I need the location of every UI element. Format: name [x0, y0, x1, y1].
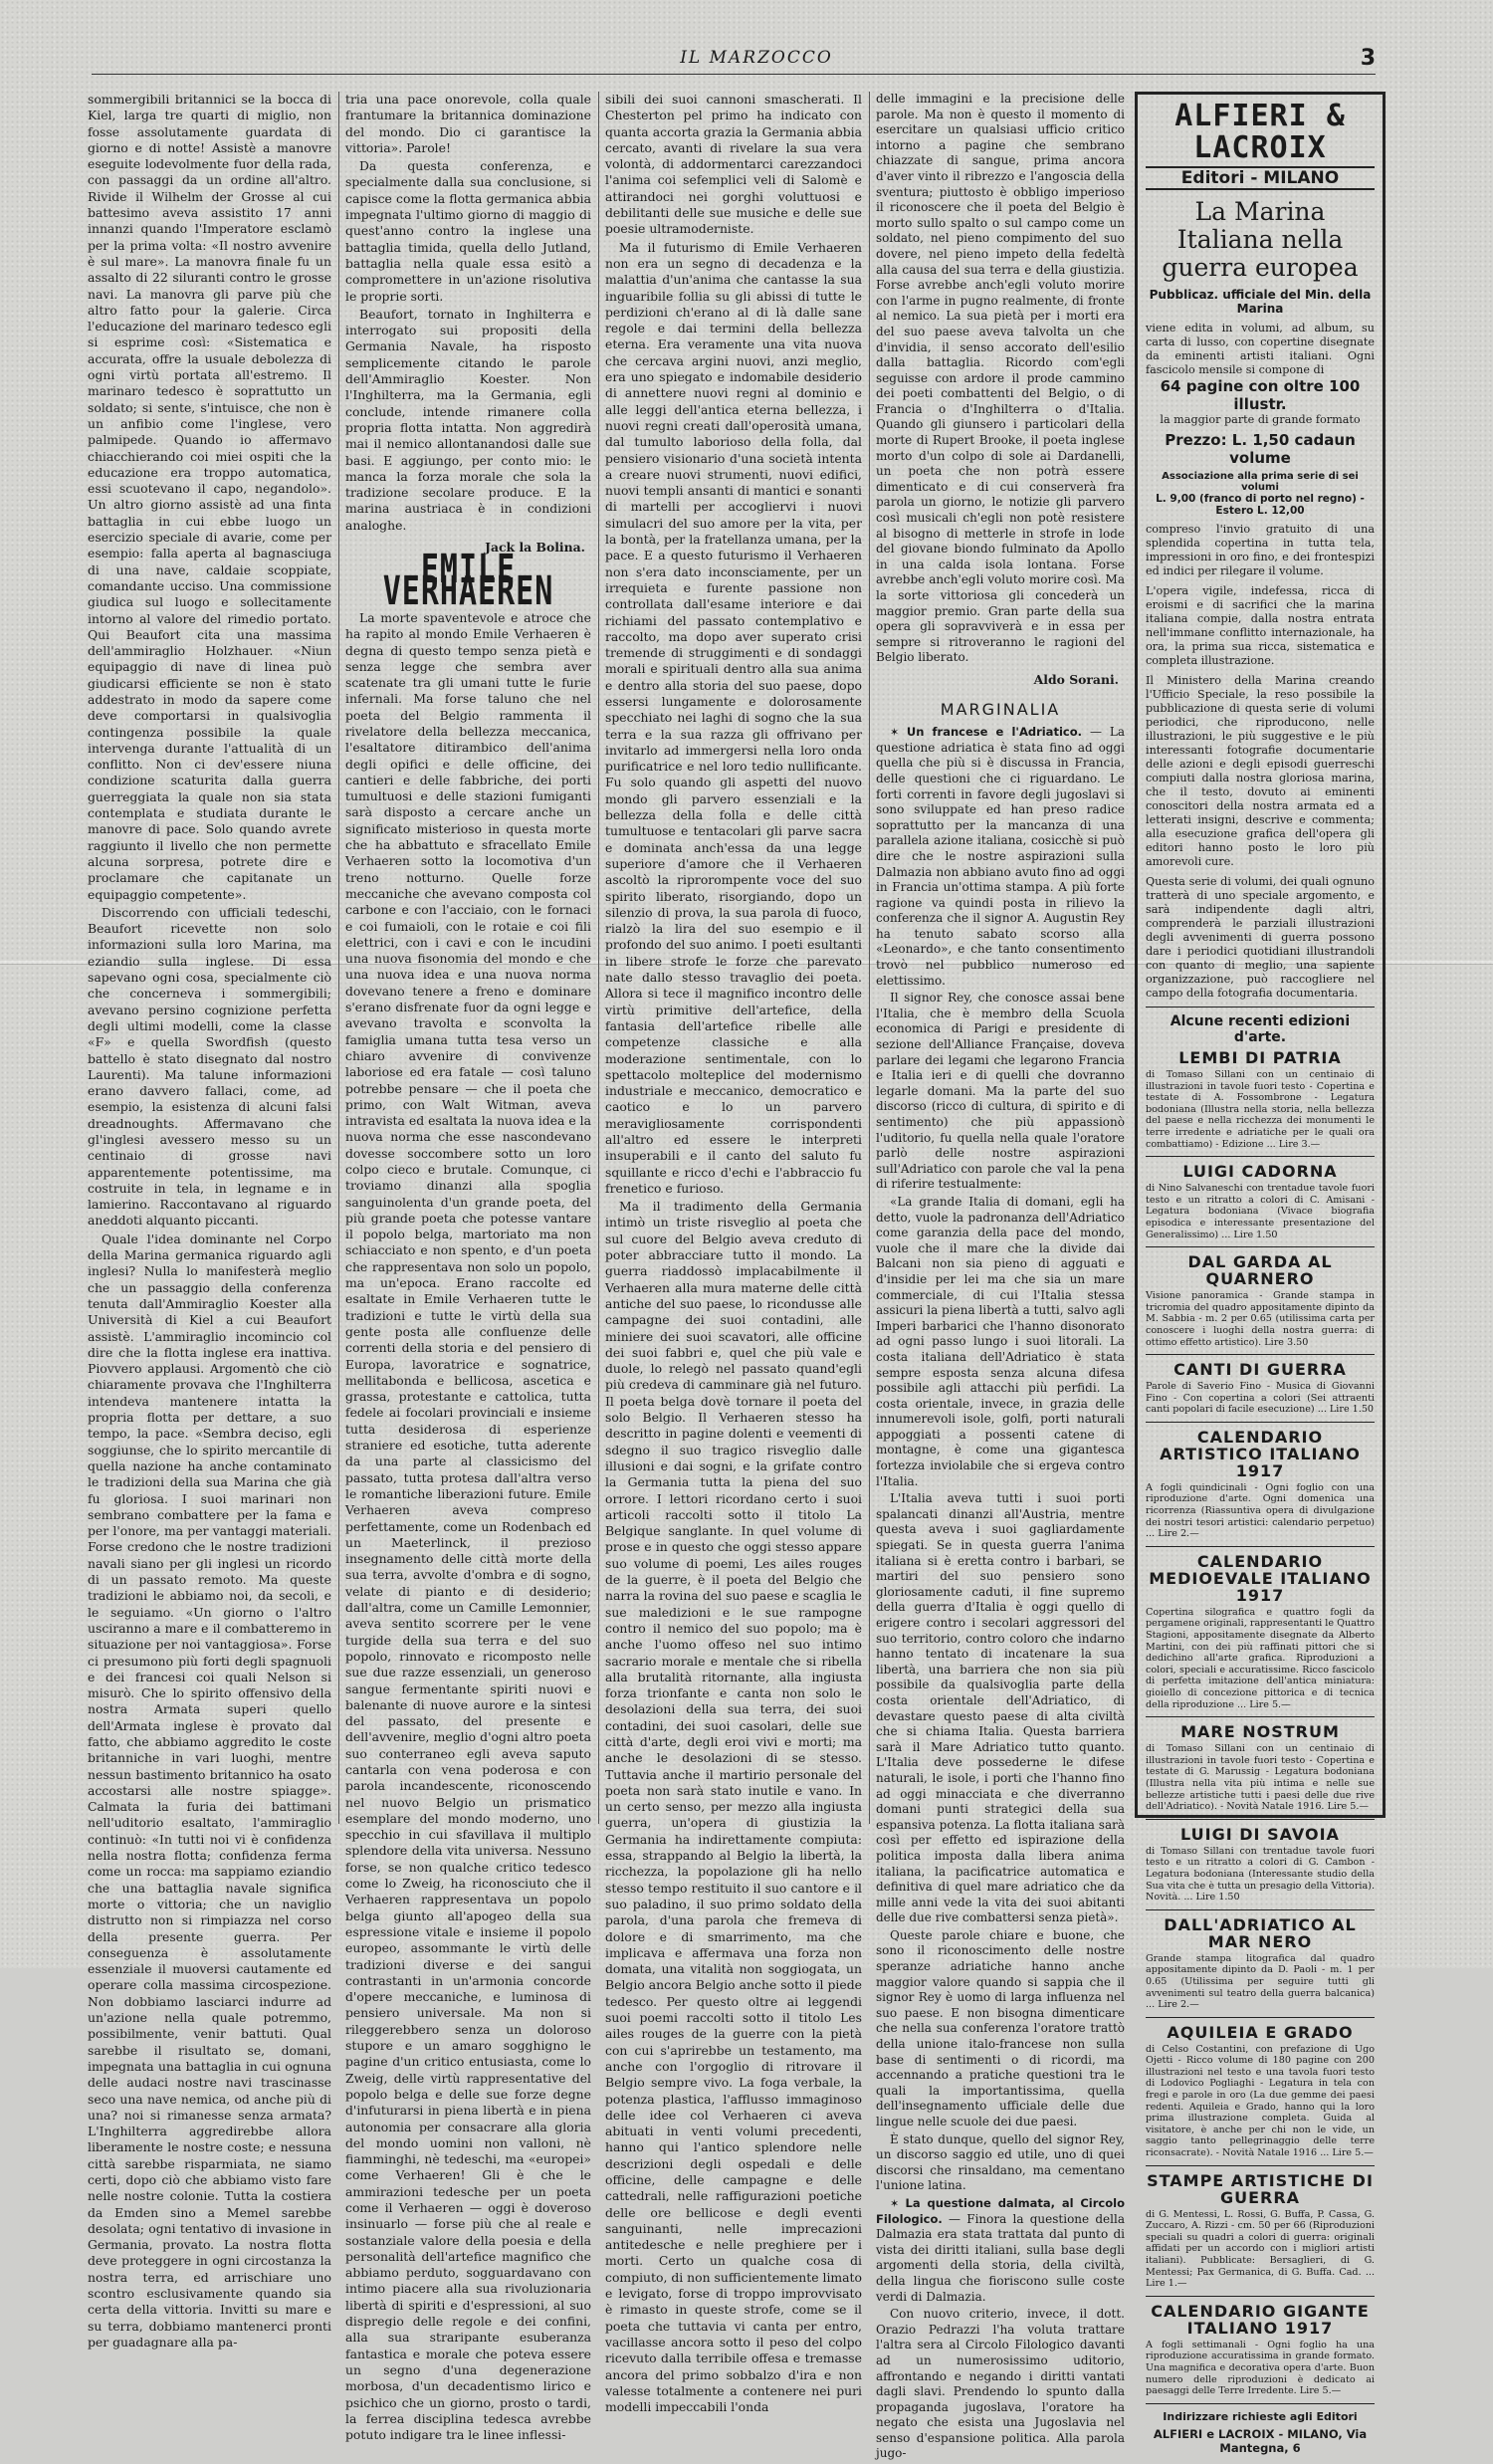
- marginalia-rubric: Un francese e l'Adriatico.: [906, 725, 1082, 740]
- book-list: [1146, 1049, 1375, 2397]
- article-paragraph: La morte spaventevole e atroce che ha rapito al mondo Emile Verhaeren è degna di questo tempo senza pietà e senza legge che sembra aver scatenate tra gli umani tutte le furie infernali. Ma forse taluno che nel poeta del Belgio rammenta il rivelatore della bellezza meccanica, l'esaltatore ditirambico dell'anima degli opifici e delle officine, dei cantieri e delle fabbriche, dei porti tumultuosi e delle stazioni fumiganti sarà disposto a cercare anche un significato misterioso in questa morte che ha abbattuto e sfracellato Emile Verhaeren sotto la locomotiva d'un treno notturno. Quelle forze meccaniche che avevano composta col carbone e con l'acciaio, con le fornaci e coi fumaioli, con le rotaie e coi fili elettrici, con i cavi e con le incudini una nuova fisonomia del mondo e che una nuova idea e una nuova norma dovevano tenere a freno e dominare s'erano disfrenate fuor da ogni legge e avevano travolta e sconvolta la famiglia umana tutta tesa verso un chiaro avvenire di convivenze laboriose ed era fatale — così taluno potrebbe pensare — che il poeta che primo, con Walt Witman, aveva intravista ed esaltata la nuova idea e la nuova norma che esse nascondevano dovesse soccombere sotto un loro colpo cieco e brutale. Comunque, ci troviamo dinanzi alla spoglia sanguinolenta d'un grande poeta, del più grande poeta che potesse vantare il popolo belga, martoriato ma non schiacciato e non spento, e d'un poeta che rappresentava non solo un popolo, ma un'epoca. Erano raccolte ed esaltate in Emile Verhaeren tutte le tradizioni e tutte le virtù della sua gente posta alle confluenze delle correnti della storia e del pensiero di Europa, lavoratrice e sognatrice, mellitabonda e bellicosa, ascetica e grassa, protestante e cattolica, tutta fedele ai focolari provinciali e insieme tutta desiderosa di esperienze straniere ed esotiche, tutta aderente da una parte al classicismo del passato, tutta protesa dall'altra verso le romantiche liberazioni future. Emile Verhaeren aveva compreso perfettamente, come un Rodenbach ed un Maeterlinck, il prezioso insegnamento delle città morte della sua terra, avvolte d'ombra e di sogno, velate di pianto e di desiderio; dall'altra, come un Camille Lemonnier, aveva sentito scorrere per le vene turgide della sua terra e del suo popolo, rinnovato e ricomposto nelle sue due razze essenziali, un generoso sangue fermentante spiriti nuovi e balenante di nuove aurore e la sintesi del passato, del presente e dell'avvenire, meglio d'ogni altro poeta suo conterraneo egli aveva saputo cantarla con vena poderosa e con parola incandescente, riconoscendo nel nuovo Belgio un prismatico esemplare del mondo moderno, uno specchio in cui sfavillava il multiplo splendore della vita universa. Nessuno forse, se non qualche critico tedesco come lo Zweig, ha riconosciuto che il Verhaeren rappresentava un popolo belga giunto all'apogeo della sua espressione vitale e insieme il popolo europeo, assommante le virtù delle tradizioni diverse e dei sangui contrastanti in un'armonia concorde d'opere meccaniche, e luminosa di pensiero universale. Ma non si rileggerebbero senza un doloroso stupore e un amaro sogghigno le pagine d'un critico entusiasta, come lo Zweig, delle virtù rappresentative del popolo belga e delle sue forze degne d'infuturarsi in piena libertà e in piena autonomia per consacrare alla gloria del mondo uomini non valloni, nè fiamminghi, nè tedeschi, ma «europei» come Verhaeren! Gli è che le ammirazioni tedesche per un poeta come il Verhaeren — oggi è doveroso insinuarlo — forse più che al reale e sostanziale valore della poesia e della personalità dell'artefice magnifico che abbiamo perduto, sogguardavano con intimo piacere alla sua rivoluzionaria libertà di spiriti e d'espressioni, al suo dispregio delle regole e dei confini, alla sua straripante esuberanza fantastica e morale che poteva essere un segno d'una degenerazione morbosa, d'un decadentismo lirico e psichico che un giorno, prosto o tardi, la ferrea disciplina tedesca avrebbe potuto indigare tra le linee inflessi-: [345, 609, 591, 2443]
- ad-contact-label: Indirizzare richieste agli Editori: [1163, 2409, 1358, 2423]
- star-icon: ✶: [890, 2196, 906, 2210]
- ad-divider: [1146, 2403, 1375, 2404]
- book-description: di Nino Salvaneschi con trentadue tavole fuori testo e un ritratto a colori di C. Amisani - Legatura bodoniana (Vivace biografia episodica e interessante presentazione del Generalissimo) ... Lire 1.50: [1146, 1183, 1375, 1240]
- book-description: Visione panoramica - Grande stampa in tricromia del quadro appositamente dipinto da M. Sabbia - m. 2 per 0.65 (utilissima carta per conoscere i luoghi della nostra guerra: di ottimo effetto artistico). Lire 3.50: [1146, 1290, 1375, 1348]
- book-description: di G. Mentessi, L. Rossi, G. Buffa, P. Cassa, G. Zuccaro, A. Rizzi - cm. 50 per 66 (Riproduzioni speciali su quadri a colori di guerra: originali affidati per un accordo con i migliori artisti italiani). Pubblicate: Bersaglieri, di G. Mentessi; Pax Germanica, di G. Buffa. Cad. ... Lire 1.—: [1146, 2208, 1375, 2290]
- article-paragraph: Da questa conferenza, e specialmente dalla sua conclusione, si capisce come la flotta germanica abbia impegnata l'ultimo giorno di maggio di quest'anno contro la inglese una battaglia timida, quella dello Jutland, battaglia nella quale essa esitò a compromettere in un'azione risolutiva le proprie sorti.: [345, 158, 591, 304]
- column-divider: [598, 92, 599, 1824]
- article-paragraph: L'Italia aveva tutti i suoi porti spalancati dinanzi all'Austria, mentre questa aveva i suoi gagliardamente spiegati. Se in questa guerra l'anima italiana si è eretta contro i barbari, se martiri del suo pensiero sono gloriosamente caduti, il fine supremo della guerra d'Italia è oggi quello di erigere contro i secolari aggressori del suo territorio, contro coloro che indarno hanno tentato di incatenare la sua libertà, una barriera che non sia più possibile da qualsivoglia parte della costa orientale dell'Adriatico, di devastare questo paese di alta civiltà che si chiama Italia. Questa barriera sarà il Mare Adriatico tutto quanto. L'Italia deve possederne le difese naturali, le isole, i porti che l'hanno fino ad oggi minacciata e che diverranno domani punti strategici della sua espansiva potenza. La flotta italiana sarà così per effetto ed ispirazione della politica imposta dalla libera anima italiana, la pacificatrice automatica e definitiva di quel mare adriatico che da mille anni vede la vita dei suoi abitanti delle due rive combattersi senza pietà».: [876, 1491, 1125, 1925]
- advertisement: [1135, 92, 1386, 2455]
- article-paragraph: Ma il tradimento della Germania intimò un triste risveglio al poeta che sul cuore del Belgio aveva creduto di poter abbracciare tutto il mondo. La guerra riaddossò implacabilmente il Verhaeren alla mura materne delle città antiche del suo paese, lo ricondusse alle campagne dei suoi contadini, alle miniere dei suoi scavatori, alle officine dei suoi fabbri e, quel che più vale e duole, lo relegò nel passato quand'egli più credeva di camminare già nel futuro. Il poeta belga dovè tornare il poeta del solo Belgio. Il Verhaeren stesso ha descritto in pagine dolenti e veementi di sdegno il suo tragico risveglio dalle illusioni e dai sogni, e la grifate contro la Germania tutta la piena del suo orrore. I lettori ricordano certo i suoi articoli raccolti sotto il titolo La Belgique sanglante. In quel volume di prose e in questo che oggi stesso appare suo volume di poemi, Les ailes rouges de la guerre, è il poeta del Belgio che narra la rovina del suo paese e scaglia le sue maledizioni e le sue rampogne contro il nemico del suo popolo; ma è anche l'uomo offeso nel suo intimo sacrario morale e mentale che si ribella alla brutalità ritornante, alla ingiusta forza trionfante e canta non solo le desolazioni della sua terra, dei suoi contadini, dei suoi casolari, delle sue città d'arte, degli eroi vivi e morti; ma anche le desolazioni di se stesso. Tuttavia anche il martirio personale del poeta non sarà stato inutile e vano. In un certo senso, per mezzo alla ingiusta guerra, un'opera di giustizia la Germania ha indirettamente compiuta: essa, strappando al Belgio la libertà, la ricchezza, la popolazione gli ha nello stesso tempo restituito il suo cantore e il suo paladino, il suo primo soldato della parola, d'una parola che fremeva di dolore e di smarrimento, ma che implicava e affermava una forza non domata, una vitalità non soggiogata, un Belgio ancora Belgio anche sotto il piede tedesco. Per questo oltre ai leggendi suoi poemi raccolti sotto il titolo Les ailes rouges de la guerre con la pietà con cui s'aprirebbe un testamento, ma anche con l'orgoglio di ritrovare il Belgio sempre vivo. La foga verbale, la potenza plastica, l'afflusso immaginoso delle idee col Verhaeren ci aveva abituati in venti volumi precedenti, hanno qui l'antico splendore nelle descrizioni degli ospedali e delle officine, delle campagne e delle cattedrali, nelle raffigurazioni poetiche delle ore bellicose e degli eventi sanguinanti, nelle imprecazioni antitedesche e nelle preghiere per i morti. Certo un qualche cosa di compiuto, di non sufficientemente limato e levigato, forse di troppo improvvisato è rimasto in queste strofe, come se il poeta che tuttavia vi canta per entro, vacillasse ancora sotto il peso del colpo ricevuto dalla terribile offesa e tremasse ancora del primo sobbalzo d'ira e non valesse totalmente a contenere nei puri modelli impeccabili l'onda: [605, 1199, 862, 2415]
- article-paragraph: Ma il futurismo di Emile Verhaeren non era un segno di decadenza e la malattia d'un'anima che cantasse la sua inguaribile follia su gli abissi di tutte le perdizioni ch'erano al di là dalle sane regole e dai termini della bellezza eterna. Era veramente una vita nuova che cercava argini nuovi, anzi meglio, era uno spiegato e indomabile desiderio di annettere nuovi regni al dominio e alle leggi dell'antica eterna bellezza, i nuovi regni creati dall'operosità umana, dal tumulto laborioso della folla, dal pensiero visionario d'una società intenta a creare nuovi strumenti, nuovi edifici, nuovi templi ansanti di mantici e sonanti di martelli per accogliervi i nuovi simulacri del suo amore per la vita, per la bontà, per la fratellanza umana, per la pace. E a questo futurismo il Verhaeren non s'era dato inconsciamente, per un irrequieta e furente passione non controllata dall'esame interiore e dai richiami del passato contemplativo e raccolto, ma dopo aver superato crisi tremende di struggimenti e di sondaggi morali e spirituali dentro alla sua anima e dentro alla storia del suo paese, dopo essersi lungamente e dolorosamente specchiato nei laghi di sogno che la sua terra e la sua razza gli offrivano per invitarlo ad immergersi nella loro onda purificatrice e nel loro tedio nullificante. Fu solo quando gli aspetti del nuovo mondo gli parvero essenziali e la bellezza della folla e delle città tumultuose e tentacolari gli parve sacra e dominata anch'essa da una legge superiore d'amore che il Verhaeren ascoltò la riprorompente voce del suo spirito liberato, risorgiando, dopo un silenzio di prova, la sua parola di fuoco, rialzò la lira del suo esempio e il profondo del suo animo. I poeti esultanti in libere strofe le forze che parevato nate dallo stesso travaglio dei poeta. Allora si tece il magnifico incontro delle virtù primitive dell'artefice, della fantasia dell'artefice ribelle alle competenze classiche e alla moderazione sentimentale, con lo spettacolo molteplice del modernismo industriale e meccanico, democratico e caotico e lo un parvero meravigliosamente corrispondenti all'altro ed essere le interpreti insuperabili e il canto del saluto fu squillante e ricco d'echi e l'abbraccio fu frenetico e furioso.: [605, 239, 862, 1196]
- article-paragraph: tria una pace onorevole, colla quale frantumare la britannica dominazione del mondo. Dio ci garantisce la vittoria». Parole!: [345, 92, 591, 155]
- book-title: DALL'ADRIATICO AL MAR NERO: [1164, 1914, 1357, 1951]
- ad-text: la maggior parte di grande formato: [1160, 413, 1361, 426]
- book-description: di Tomaso Sillani con trentadue tavole fuori testo e un ritratto a colori di G. Cambon - Legatura bodoniana (Interessante studio della Sua vita che è tutta un presagio della Vittoria). Novità. ... Lire 1.50: [1146, 1845, 1375, 1904]
- book-title: LEMBI DI PATRIA: [1178, 1048, 1342, 1067]
- book-title: CALENDARIO MEDIOEVALE ITALIANO 1917: [1149, 1551, 1372, 1605]
- ad-text: L'opera vigile, indefessa, ricca di eroismi e di sacrifici che la marina italiana compie, dalla nostra entrata nell'immane conflitto internazionale, ha ora, la prima sua ricca, sistematica e completa illustrazione.: [1146, 584, 1375, 667]
- ad-divider: [1146, 1716, 1375, 1717]
- ad-divider: [1146, 1007, 1375, 1008]
- ad-official-line: Pubblicaz. ufficiale del Min. della Marina: [1149, 288, 1372, 316]
- ad-divider: [1146, 1819, 1375, 1820]
- book-description: A fogli settimanali - Ogni foglio ha una riproduzione accuratissima in grande formato. Una magnifica e decorativa opera d'arte. Buon numero delle riproduzioni è dedicato ai paesaggi delle Terre Irredente. Lire 5.—: [1146, 2339, 1375, 2397]
- column-divider: [869, 92, 870, 1824]
- marginalia-rubric: La questione dalmata, al Circolo Filologico.: [876, 2195, 1125, 2226]
- ad-divider: [1146, 1156, 1375, 1157]
- article-title: EMILE VERHAEREN: [382, 547, 554, 616]
- ad-divider: [1146, 1909, 1375, 1910]
- article-paragraph: Beaufort, tornato in Inghilterra e interrogato sui propositi della Germania Navale, ha risposto semplicemente citando le parole dell'Ammiraglio Koester. Non l'Inghilterra, ma la Germania, egli conclude, intende rimanere colla propria flotta intatta. Non aggredirà mai il nemico allontanandosi dalle sue basi. E aggiungo, per conto mio: le manca la forza morale che sola la tradizione secolare produce. E la marina austriaca è in condizioni analoghe.: [345, 306, 591, 533]
- ad-divider: [1146, 2017, 1375, 2018]
- book-description: A fogli quindicinali - Ogni foglio con una riproduzione d'arte. Ogni domenica una ricorrenza (Riassuntiva opera di divulgazione dei nostri tesori artistici: calendario perpetuo) ... Lire 2.—: [1146, 1481, 1375, 1540]
- ad-price: Prezzo: L. 1,50 cadaun volume: [1165, 431, 1356, 467]
- ad-text: Il Ministero della Marina creando l'Ufficio Speciale, la reso possibile la pubblicazione di questa serie di volumi periodici, che riproducono, nelle illustrazioni, le più suggestive e le più interessanti fotografie documentarie delle azioni e degli episodi guerreschi compiuti dalla nostra gloriosa marina, che il testo, dovuto ai eminenti conoscitori della nostra armata ed a letterati insigni, descrive e commenta; alla esecuzione grafica dell'opera gli editori hanno posto le loro più amorevoli cure.: [1146, 674, 1375, 868]
- ad-contact-address: ALFIERI e LACROIX - MILANO, Via Mantegna, 6: [1153, 2426, 1368, 2455]
- article-paragraph: Con nuovo criterio, invece, il dott. Orazio Pedrazzi l'ha voluta trattare l'altra sera al Circolo Filologico davanti ad un numerosissimo uditorio, affrontando e negando i diritti vantati dagli slavi. Prendendo lo spunto dalla propaganda jugoslava, l'oratore ha negato che esista una Jugoslavia nel senso d'espansione politica. Alla parola jugo-: [876, 2307, 1125, 2461]
- ad-association-price: L. 9,00 (franco di porto nel regno) - Estero L. 12,00: [1156, 493, 1365, 517]
- marginalia-item: [876, 725, 1125, 989]
- publisher-name: ALFIERI & LACROIX: [1174, 99, 1346, 165]
- column-divider: [338, 92, 339, 1824]
- ad-divider: [1146, 1246, 1375, 1247]
- publisher-city: Editori - MILANO: [1146, 166, 1375, 190]
- book-description: Parole di Saverio Fino - Musica di Giovanni Fino - Con copertina a colori (Sei attraenti canti popolari di facile esecuzione) ... Lire 1.50: [1146, 1381, 1375, 1416]
- column-4: [876, 92, 1125, 2464]
- book-title: AQUILEIA E GRADO: [1167, 2022, 1354, 2042]
- star-icon: ✶: [890, 726, 907, 740]
- ad-divider: [1146, 1422, 1375, 1423]
- ad-text: viene edita in volumi, ad album, su carta di lusso, con copertine disegnate da eminenti artisti italiani. Ogni fascicolo mensile si compone di: [1146, 322, 1375, 376]
- book-description: di Celso Costantini, con prefazione di Ugo Ojetti - Ricco volume di 180 pagine con 200 illustrazioni nel testo e una tavola fuori testo di Lodovico Pogliaghi - Legatura in tela con fregi e parole in oro (La due gemme dei paesi redenti. Aquileia e Grado, hanno qui la loro prima illustrazione completa. Guida al visitatore, è anche per chi non le vide, un saggio tanto pellegrinaggio delle terre riconsacrate). - Novità Natale 1916 ... Lire 5.—: [1146, 2043, 1375, 2159]
- ad-text: Questa serie di volumi, dei quali ognuno tratterà di uno speciale argomento, e sarà indipendente dagli altri, comprenderà le parziali illustrazioni degli avvenimenti di guerra possono dare i periodici quotidiani illustrandoli con quanto di meglio, una sapiente organizzazione, può raccogliere nel campo della fotografia documentaria.: [1146, 875, 1375, 1000]
- article-paragraph: delle immagini e la precisione delle parole. Ma non è questo il momento di esercitare un qualsiasi ufficio critico intorno a pagine che sembrano chiazzate di sangue, prima ancora d'aver vinto il ribrezzo e l'angoscia della sventura; piuttosto è obbligo imperioso il riconoscere che il poeta del Belgio è morto sullo spalto o sul campo come un soldato, nel pieno compimento del suo dovere, nel pieno impeto della fedeltà alla causa del sua terra e della giustizia. Forse avrebbe anch'egli voluto morire con l'arme in pugno realmente, di fronte al nemico. La sua pietà per i morti era del suo paese aveva talvolta un che d'invidia, il senso accorato dell'esilio dalla battaglia. Ricordo com'egli seguisse con ardore il prode cammino dei poeti combattenti del Belgio, o di Francia o d'Inghilterra o d'Italia. Quando gli giunsero i particolari della morte di Rupert Brooke, il poeta inglese morto d'un colpo di sole ai Dardanelli, un poeta che non potrà essere dimenticato e di cui conserverà fra parola un giorno, le notizie gli parvero così musicali ch'egli non potè resistere al bisogno di metterle in strofe in lode del giovane biondo fulminato da Apollo in una calda isola lontana. Forse avrebbe anch'egli voluto morire così. Ma la sorte vittoriosa gli concederà un maggior premio. Gran parte della sua opera gli sopravviverà e in essa per sempre si ritroveranno le ragioni del Belgio liberato.: [876, 92, 1125, 665]
- ad-pages: 64 pagine con oltre 100 illustr.: [1160, 377, 1361, 413]
- ad-recent-editions: Alcune recenti edizioni d'arte.: [1170, 1013, 1351, 1045]
- marginalia-item: [876, 2196, 1125, 2305]
- ad-text: compreso l'invio gratuito di una splendida copertina in tutta tela, impressioni in oro fino, e dei frontespizi ed indici per rilegare il volume.: [1146, 523, 1375, 577]
- header-rule: [92, 74, 1376, 75]
- marginalia-text: — La questione adriatica è stata fino ad oggi quella che più si è discussa in Francia, delle questioni che ci riguardano. Le forti correnti in favore degli jugoslavi si sono sviluppate ed han preso radice soprattutto per la mancanza di una parallela azione italiana, cosicchè si può dire che le nostre aspirazioni sulla Dalmazia non abbiano avuto fino ad oggi in Francia un'ottima stampa. A più forte ragione va quindi posta in rilievo la conferenza che il signor A. Augustin Rey ha tenuto sabato scorso alla «Leonardo», e che tanto consentimento trovò nel pubblico numeroso ed elettissimo.: [876, 725, 1126, 988]
- author-signature: Aldo Sorani.: [1033, 671, 1119, 687]
- article-paragraph: sibili dei suoi cannoni smascherati. Il Chesterton pel primo ha indicato con quanta accorta grazia la Germania abbia cercato, avanti di rivelare la sua vera volontà, di addormentarci carezzandoci l'anima coi sefemplici veli di Salomè e attirandoci nei gorghi voluttuosi e debilitanti delle sue musiche e delle sue poesie ultramoderniste.: [605, 92, 862, 237]
- ad-divider: [1146, 1546, 1375, 1547]
- article-paragraph: «La grande Italia di domani, egli ha detto, vuole la padronanza dell'Adriatico come garanzia della pace del mondo, vuole che il mare che la divide dai Balcani non sia pieno di agguati e d'insidie per lei ma che sia un mare commerciale, di cui l'Italia stessa assicuri la piena libertà a tutti, salvo agli Imperi barbarici che l'hanno disonorato ad ogni passo lungo i suoi litorali. La costa italiana dell'Adriatico è stata sempre esposta senza alcuna difesa possibile agli attacchi più perfidi. La costa orientale, invece, in grazia delle innumerevoli isole, golfi, porti naturali appoggiati a possenti catene di montagne, è come una gigantesca fortezza inviolabile che si ergeva contro l'Italia.: [876, 1194, 1125, 1488]
- book-description: di Tomaso Sillani con un centinaio di illustrazioni in tavole fuori testo - Copertina e testate di G. Marussig - Legatura bodoniana (Illustra nella vita più intima e nelle sue bellezze artistiche tutti i paesi delle due rive dell'Adriatico). - Novità Natale 1916. Lire 5.—: [1146, 1743, 1375, 1813]
- article-paragraph: Discorrendo con ufficiali tedeschi, Beaufort ricevette non solo informazioni sulla loro Marina, ma eziandio sulla inglese. Di essa sapevano ogni cosa, specialmente ciò che concerneva i sommergibili; avevano persino cognizione perfetta degli ultimi modelli, come la classe «F» e quella Swordfish (questo battello è stato disegnato dal nostro Laurenti). Ma talune informazioni erano davvero fallaci, come, ad esempio, la esistenza di alcuni falsi dreadnoughts. Affermavano che gl'inglesi avessero messo su un centinaio di grosse navi apparentemente potentissime, ma costruite in tela, in legname e in lamierino. Raccontavano al riguardo aneddoti alquanto piccanti.: [88, 904, 331, 1229]
- article-paragraph: sommergibili britannici se la bocca di Kiel, larga tre quarti di miglio, non fosse assolutamente guardata di giorno e di notte! Assistè a manovre eseguite lodevolmente fuor della rada, con passaggi da un ordine all'altro. Rivide il Wilhelm der Grosse al cui battesimo aveva assistito 17 anni innanzi quando l'Imperatore esclamò per la prima volta: «Il nostro avvenire è sul mare». La manovra finale fu un assalto di 22 siluranti contro le grosse navi. La manovra gli parve più che altro fatto pour la galerie. Circa l'educazione del marinaro tedesco egli si esprime così: «Sistematica e accurata, offre la usuale debolezza di ogni virtù portata all'estremo. Il marinaro tedesco è soprattutto un soldato; si sente, s'intuisce, che non è un anfibio come l'inglese, vero palmipede. Quando io affermavo chiacchierando coi miei ospiti che la educazione era troppo automatica, essi scuotevano il capo, negandolo». Un altro giorno assistè ad una finta battaglia in cui ebbe luogo un esercizio speciale di avarie, come per esempio: falla aperta al bagnasciuga di una nave, caldaie scoppiate, comandante ucciso. Una commissione giudica sul luogo e sollecitamente intorno al valore del rimedio portato. Qui Beaufort cita una massima dell'ammiraglio Holzhauer. «Niun equipaggio di nave di linea può giudicarsi efficiente se non è stato addestrato in modo da sapere come deve comportarsi in qualsivoglia contingenza possibile la quale intervenga durante l'attualità di un conflitto. Non ci dev'essere niuna condizione scaturita dalla guerra guerreggiata la quale non sia stata contemplata e studiata durante le manovre di pace. Solo quando avrete raggiunto il livello che non permette alcuna sorpresa, potrete dire e proclamare che capitanate un equipaggio competente».: [88, 92, 331, 902]
- book-title: CALENDARIO GIGANTE ITALIANO 1917: [1151, 2301, 1370, 2338]
- book-description: Grande stampa litografica dal quadro appositamente dipinto da D. Paoli - m. 1 per 0.65 (Utilissima per seguire tutti gli avvenimenti sul teatro della guerra balcanica) ... Lire 2.—: [1146, 1952, 1375, 2011]
- article-paragraph: È stato dunque, quello del signor Rey, un discorso saggio ed utile, uno di quei discorsi che rinsaldano, ma cementano l'unione latina.: [876, 2131, 1125, 2193]
- book-title: STAMPE ARTISTICHE DI GUERRA: [1147, 2170, 1374, 2207]
- column-3: [605, 92, 862, 2417]
- book-title: LUIGI CADORNA: [1182, 1162, 1338, 1182]
- book-title: CALENDARIO ARTISTICO ITALIANO 1917: [1160, 1427, 1361, 1480]
- masthead: IL MARZOCCO: [680, 48, 833, 68]
- column-2: [345, 92, 591, 2445]
- ad-divider: [1146, 2165, 1375, 2166]
- section-title: MARGINALIA: [940, 699, 1061, 719]
- book-title: DAL GARDA AL QUARNERO: [1187, 1252, 1333, 1289]
- author-signature: Jack la Bolina.: [485, 540, 585, 556]
- book-title: MARE NOSTRUM: [1180, 1722, 1340, 1742]
- article-paragraph: Queste parole chiare e buone, che sono il riconoscimento delle nostre speranze adriatiche hanno anche maggior valore quando si sappia che il signor Rey è uomo di larga influenza nel suo paese. E non bisogna dimenticare che nella sua conferenza l'oratore trattò della unione italo-francese non sulla base di sentimenti o di ricordi, ma accennando a pratiche questioni tra le quali la importantissima, quella dell'insegnamento ufficiale delle due lingue nelle scuole dei due paesi.: [876, 1927, 1125, 2128]
- book-description: di Tomaso Sillani con un centinaio di illustrazioni in tavole fuori testo - Copertina e testate di A. Fossombrone - Legatura bodoniana (Illustra nella storia, nella bellezza del paese e nella ricchezza dei monumenti le terre irredente e adriatiche per le quali ora combattiamo) - Edizione ... Lire 3.—: [1146, 1069, 1375, 1150]
- book-title: LUIGI DI SAVOIA: [1180, 1824, 1340, 1844]
- marginalia-text: — Finora la questione della Dalmazia era stata trattata dal punto di vista dei diritti italiani, sulla base degli argomenti della storia, della civiltà, della lingua che fioriscono sulle coste verdi di Dalmazia.: [876, 2211, 1125, 2304]
- book-title: CANTI DI GUERRA: [1173, 1360, 1347, 1380]
- ad-headline: La Marina Italiana nella guerra europea: [1162, 197, 1359, 282]
- column-1: [88, 92, 331, 2352]
- article-paragraph: Quale l'idea dominante nel Corpo della Marina germanica riguardo agli inglesi? Nulla lo manifesterà meglio che un passaggio della conferenza tenuta dall'Ammiraglio Koester alla Università di Kiel a cui Beaufort assistè. L'ammiraglio incomincio col dire che la flotta inglese era inattiva. Piovvero applausi. Argomentò che ciò chiaramente provava che l'Inghilterra intendeva mantenere intatta la propria flotta per dettare, a suo tempo, la pace. «Sembra deciso, egli soggiunse, che lo spirito mercantile di quella nazione ha anche contaminato le tradizioni della sua Marina che già fu gloriosa. I suoi marinari non sembrano combattere per la fama e per l'onore, ma per vantaggi materiali. Forse credono che le nostre tradizioni navali siano per gli inglesi un ricordo di un passato remoto. Ma queste tradizioni le abbiamo noi, da secoli, e le seguiamo. «Un giorno o l'altro usciranno a mare e il combatteremo in situazione per noi vantaggiosa». Forse ci presumono più forti degli spagnuoli e dei francesi coi quali Nelson si misurò. Che lo spirito offensivo della nostra Armata superi quello dell'Armata inglese è provato dal fatto, che abbiamo aggredito le coste britanniche in vari luoghi, mentre nessun bastimento britannico ha osato accostarsi alle nostre spiagge». Calmata la furia dei battimani nell'uditorio esaltato, l'ammiraglio continuò: «In tutti noi vi è confidenza nella nostra flotta; confidenza ferma come un rocca: ma sappiamo eziandio che una battaglia navale significa morte o vittoria; che un naviglio distrutto non si rimpiazza nel corso della presente guerra. Per conseguenza è assolutamente essenziale il muoversi cautamente ed operare colla massima circospezione. Non dobbiamo lasciarci indurre ad un'azione nella quale potremmo, possibilmente, venir battuti. Qual sarebbe il risultato se, domani, impegnata una battaglia in cui ognuna delle audaci nostre navi trascinasse seco una nave nemica, od anche più di una? noi si rimanesse senza armata? L'Inghilterra aggredirebbe allora liberamente le nostre coste; e nessuna città sarebbe risparmiata, ne siamo certi, dopo ciò che abbiamo visto fare nelle nostre colonie. Tutta la costiera da Emden sino a Memel sarebbe desolata; ogni tentativo di invasione in Germania, provato. La nostra flotta deve proteggere in ogni circostanza la nostra terra, ed arrischiare uno scontro esclusivamente quando sia certa della vittoria. Invitti su mare e su terra, dobbiamo mantenerci pronti per guadagnare alla pa-: [88, 1231, 331, 2350]
- article-paragraph: Il signor Rey, che conosce assai bene l'Italia, che è membro della Scuola economica di Parigi e presidente di sezione dell'Alliance Française, doveva parlare dei legami che legarono Francia e Italia ieri e di quelli che dovranno legarle domani. Ma la parte del suo discorso (ricco di cultura, di spirito e di sentimento) che più appassionò l'uditorio, fu quella nella quale l'oratore parlò delle nostre aspirazioni sull'Adriatico con parole che val la pena di riferire testualmente:: [876, 991, 1125, 1192]
- book-description: Copertina silografica e quattro fogli da pergamene originali, rappresentanti le Quattro Stagioni, appositamente disegnate da Alberto Martini, con dei più raffinati pittori che si dedichino all'arte grafica. Riproduzioni a colori, speciali e accuratissime. Ricco fascicolo di perfetta imitazione dell'antica miniatura: gioiello di concezione pittorica e di tecnica della riproduzione ... Lire 5.—: [1146, 1606, 1375, 1710]
- ad-divider: [1146, 1354, 1375, 1355]
- ad-divider: [1146, 2296, 1375, 2297]
- ad-association-title: Associazione alla prima serie di sei volumi: [1162, 471, 1359, 493]
- page-number: 3: [1360, 46, 1376, 71]
